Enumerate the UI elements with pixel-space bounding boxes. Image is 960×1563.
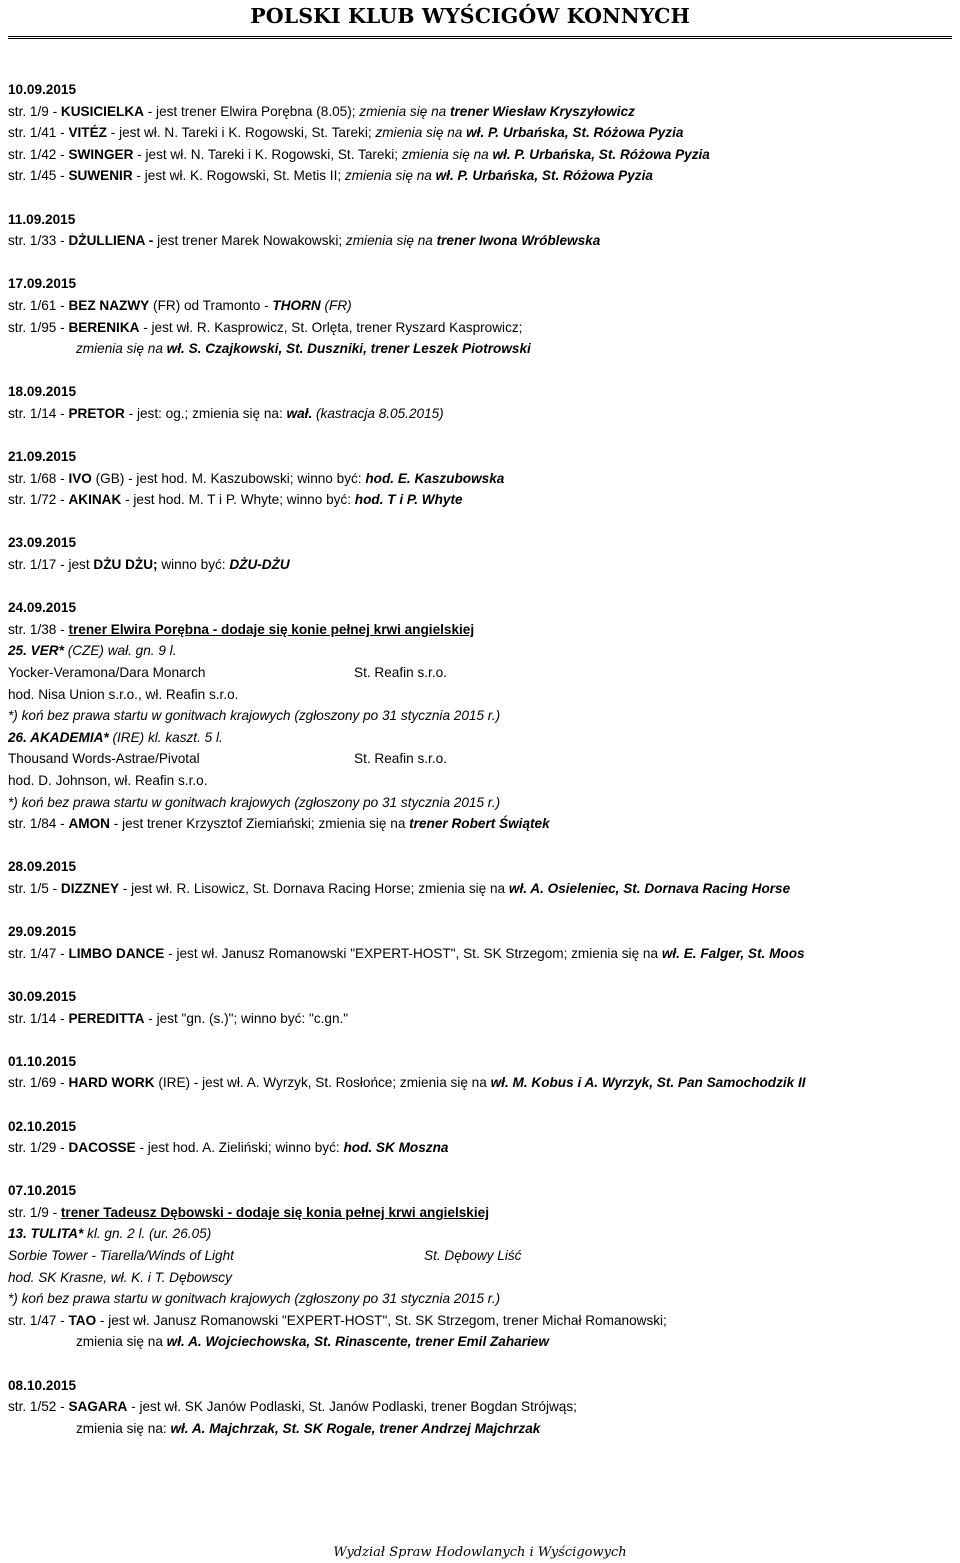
corrections-list	[8, 79, 956, 1461]
correction-line	[8, 1418, 956, 1440]
text-run: - jest wł. N. Tareki i K. Rogowski, St. Tareki;	[106, 125, 376, 141]
correction-line	[8, 403, 956, 425]
text-run: - jest wł. R. Kasprowicz, St. Orlęta, trener Ryszard Kasprowicz;	[139, 319, 523, 335]
correction-line	[8, 662, 956, 684]
text-run: THORN	[272, 297, 321, 313]
text-run: SUWENIR	[68, 168, 133, 184]
date-section	[8, 856, 956, 899]
text-run: hod. Nisa Union s.r.o., wł. Reafin s.r.o.	[8, 686, 239, 702]
correction-line	[8, 1223, 956, 1245]
text-run: (FR) od Tramonto -	[149, 297, 273, 313]
text-run: - jest wł. SK Janów Podlaski, St. Janów Podlaski, trener Bogdan Strójwąs;	[127, 1399, 577, 1415]
text-run: *) koń bez prawa startu w gonitwach krajowych (zgłoszony po 31 stycznia 2015 r.)	[8, 794, 501, 810]
text-run: DIZZNEY	[60, 880, 120, 896]
text-run: DŻULLIENA -	[68, 233, 158, 249]
correction-line	[8, 684, 956, 706]
text-run: trener Wiesław Kryszyłowicz	[449, 103, 635, 119]
date-section	[8, 986, 956, 1029]
text-run: 25. VER*	[8, 643, 64, 659]
text-run: wł. P. Urbańska, St. Różowa Pyzia	[492, 146, 710, 162]
text-run: wł. A. Osieleniec, St. Dornava Racing Horse	[508, 880, 791, 896]
section-date: 28.09.2015	[8, 859, 77, 875]
date-section	[8, 1051, 956, 1094]
text-run: BERENIKA	[68, 319, 140, 335]
text-run: KUSICIELKA	[60, 103, 144, 119]
correction-line	[8, 1072, 956, 1094]
text-run: zmienia się na	[359, 103, 450, 119]
text-run: str. 1/72 -	[8, 492, 69, 508]
text-run: SWINGER	[68, 146, 134, 162]
correction-line	[8, 619, 956, 641]
page-header	[0, 0, 960, 44]
correction-line	[8, 878, 956, 900]
correction-line	[8, 813, 956, 835]
correction-line	[8, 122, 956, 144]
header-rule	[8, 36, 952, 39]
text-run: 26. AKADEMIA*	[8, 729, 109, 745]
text-run: str. 1/38 -	[8, 621, 69, 637]
text-run: Thousand Words-Astrae/Pivotal	[8, 751, 200, 767]
text-run: (GB) - jest hod. M. Kaszubowski; winno być:	[91, 470, 366, 486]
text-run: wł. P. Urbańska, St. Różowa Pyzia	[466, 125, 684, 141]
correction-line	[8, 1267, 956, 1289]
correction-line	[8, 640, 956, 662]
text-run: trener Robert Świątek	[409, 816, 550, 832]
text-run: str. 1/47 -	[8, 1312, 69, 1328]
text-run: str. 1/9 -	[8, 103, 61, 119]
section-date: 24.09.2015	[8, 600, 77, 616]
section-date: 30.09.2015	[8, 988, 77, 1004]
text-run: str. 1/5 -	[8, 880, 61, 896]
text-run: TAO	[68, 1312, 97, 1328]
text-run: DACOSSE	[68, 1140, 136, 1156]
text-run: jest trener Marek Nowakowski;	[157, 233, 346, 249]
text-run: wł. S. Czajkowski, St. Duszniki, trener Leszek Piotrowski	[166, 341, 531, 357]
text-run: AKINAK	[68, 492, 122, 508]
text-run: zmienia się na	[344, 168, 436, 184]
text-run: str. 1/29 -	[8, 1140, 69, 1156]
text-run: str. 1/69 -	[8, 1075, 69, 1091]
correction-line	[8, 1331, 956, 1353]
text-run: wał.	[286, 405, 313, 421]
correction-line	[8, 1245, 956, 1267]
section-date: 17.09.2015	[8, 276, 77, 292]
text-run: - jest hod. A. Zieliński; winno być:	[135, 1140, 344, 1156]
correction-line	[8, 1008, 956, 1030]
correction-line	[8, 1137, 956, 1159]
text-run: AMON	[68, 816, 110, 832]
text-run: *) koń bez prawa startu w gonitwach krajowych (zgłoszony po 31 stycznia 2015 r.)	[8, 708, 501, 724]
text-run: zmienia się na	[345, 233, 437, 249]
text-run: str. 1/33 -	[8, 233, 69, 249]
text-run: zmienia się na	[375, 125, 467, 141]
text-run: PEREDITTA	[68, 1010, 145, 1026]
text-run: 13. TULITA*	[8, 1226, 84, 1242]
section-date: 07.10.2015	[8, 1183, 77, 1199]
correction-line	[8, 943, 956, 965]
correction-line	[8, 770, 956, 792]
correction-line	[8, 1202, 956, 1224]
correction-line	[8, 748, 956, 770]
correction-line	[8, 727, 956, 749]
text-run: zmienia się na	[76, 1334, 167, 1350]
text-run: - jest: og.; zmienia się na:	[124, 405, 287, 421]
section-date: 29.09.2015	[8, 924, 77, 940]
date-section	[8, 921, 956, 964]
text-run: str. 1/68 -	[8, 470, 69, 486]
correction-line	[8, 705, 956, 727]
text-run: str. 1/42 -	[8, 146, 69, 162]
text-run: - jest wł. N. Tareki i K. Rogowski, St. Tareki;	[133, 146, 402, 162]
correction-line	[8, 489, 956, 511]
text-run: kl. gn. 2 l. (ur. 26.05)	[83, 1226, 212, 1242]
text-run: str. 1/17 - jest	[8, 557, 94, 573]
text-run: - jest hod. M. T i P. Whyte; winno być:	[121, 492, 355, 508]
section-date: 18.09.2015	[8, 384, 77, 400]
text-run: PRETOR	[68, 405, 125, 421]
correction-line	[8, 1396, 956, 1418]
correction-line	[8, 101, 956, 123]
text-run: (IRE) - jest wł. A. Wyrzyk, St. Rosłońce; zmienia się na	[154, 1075, 491, 1091]
section-date: 08.10.2015	[8, 1377, 77, 1393]
text-run: - jest "gn. (s.)"; winno być: "c.gn."	[144, 1010, 349, 1026]
text-run: LIMBO DANCE	[68, 945, 165, 961]
text-run: - jest wł. R. Lisowicz, St. Dornava Racing Horse; zmienia się na	[119, 880, 509, 896]
text-run: hod. SK Moszna	[343, 1140, 449, 1156]
section-date: 23.09.2015	[8, 535, 77, 551]
date-section	[8, 1116, 956, 1159]
date-section	[8, 597, 956, 835]
date-section	[8, 532, 956, 575]
date-section	[8, 1180, 956, 1353]
section-date: 21.09.2015	[8, 449, 77, 465]
text-run: (FR)	[320, 297, 352, 313]
text-run: str. 1/95 -	[8, 319, 69, 335]
text-run: DŻU DŻU;	[93, 557, 158, 573]
correction-line	[8, 165, 956, 187]
text-run: hod. SK Krasne, wł. K. i T. Dębowscy	[8, 1269, 232, 1285]
text-run: zmienia się na	[76, 341, 167, 357]
correction-line	[8, 554, 956, 576]
header-title: POLSKI KLUB WYŚCIGÓW KONNYCH	[250, 4, 690, 28]
text-run: (IRE) kl. kaszt. 5 l.	[108, 729, 223, 745]
text-run: St. Reafin s.r.o.	[354, 751, 447, 767]
text-run: str. 1/45 -	[8, 168, 69, 184]
text-run: zmienia się na	[401, 146, 493, 162]
date-section	[8, 446, 956, 511]
text-run: winno być:	[157, 557, 230, 573]
text-run: zmienia się na:	[76, 1420, 171, 1436]
text-run: str. 1/61 -	[8, 297, 69, 313]
section-date: 02.10.2015	[8, 1118, 77, 1134]
section-date: 10.09.2015	[8, 82, 77, 97]
section-date: 11.09.2015	[8, 211, 76, 227]
text-run: - jest wł. Janusz Romanowski "EXPERT-HOST", St. SK Strzegom; zmienia się na	[164, 945, 662, 961]
correction-line	[8, 295, 956, 317]
text-run: str. 1/52 -	[8, 1399, 69, 1415]
text-run: IVO	[68, 470, 92, 486]
text-run: (kastracja 8.05.2015)	[312, 405, 444, 421]
text-run: VITÉZ	[68, 125, 107, 141]
text-run: - jest trener Elwira Porębna (8.05);	[143, 103, 360, 119]
date-section	[8, 209, 956, 252]
text-run: DŻU-DŻU	[229, 557, 290, 573]
date-section	[8, 1375, 956, 1440]
text-run: hod. E. Kaszubowska	[365, 470, 505, 486]
footer-text: Wydział Spraw Hodowlanych i Wyścigowych	[333, 1545, 627, 1560]
text-run: wł. A. Wojciechowska, St. Rinascente, trener Emil Zahariew	[166, 1334, 549, 1350]
date-section	[8, 273, 956, 359]
date-section	[8, 79, 956, 187]
correction-line	[8, 1288, 956, 1310]
text-run: wł. E. Falger, St. Moos	[661, 945, 805, 961]
text-run: Yocker-Veramona/Dara Monarch	[8, 665, 206, 681]
underlined-heading: trener Tadeusz Dębowski - dodaje się konia pełnej krwi angielskiej	[60, 1204, 489, 1220]
correction-line	[8, 792, 956, 814]
text-run: trener Iwona Wróblewska	[436, 233, 601, 249]
correction-line	[8, 468, 956, 490]
correction-line	[8, 144, 956, 166]
text-run: Sorbie Tower - Tiarella/Winds of Light	[8, 1248, 234, 1264]
text-run: (CZE) wał. gn. 9 l.	[63, 643, 177, 659]
text-run: str. 1/84 -	[8, 816, 69, 832]
text-run: St. Dębowy Liść	[424, 1248, 522, 1264]
text-run: hod. D. Johnson, wł. Reafin s.r.o.	[8, 773, 208, 788]
text-run: SAGARA	[68, 1399, 128, 1415]
text-run: str. 1/14 -	[8, 405, 69, 421]
text-run: hod. T i P. Whyte	[354, 492, 463, 508]
underlined-heading: trener Elwira Porębna - dodaje się konie pełnej krwi angielskiej	[68, 621, 475, 637]
text-run: wł. A. Majchrzak, St. SK Rogale, trener Andrzej Majchrzak	[170, 1420, 541, 1436]
text-run: str. 1/9 -	[8, 1204, 61, 1220]
section-date: 01.10.2015	[8, 1053, 77, 1069]
text-run: St. Reafin s.r.o.	[354, 665, 447, 681]
correction-line	[8, 230, 956, 252]
text-run: BEZ NAZWY	[68, 297, 150, 313]
text-run: str. 1/47 -	[8, 945, 69, 961]
text-run: wł. P. Urbańska, St. Różowa Pyzia	[435, 168, 653, 184]
correction-line	[8, 1310, 956, 1332]
text-run: - jest trener Krzysztof Ziemiański; zmienia się na	[110, 816, 410, 832]
text-run: str. 1/41 -	[8, 125, 69, 141]
text-run: *) koń bez prawa startu w gonitwach krajowych (zgłoszony po 31 stycznia 2015 r.)	[8, 1291, 501, 1307]
page-footer	[0, 1545, 960, 1560]
text-run: str. 1/14 -	[8, 1010, 69, 1026]
text-run: wł. M. Kobus i A. Wyrzyk, St. Pan Samochodzik II	[490, 1075, 806, 1091]
correction-line	[8, 338, 956, 360]
date-section	[8, 381, 956, 424]
text-run: HARD WORK	[68, 1075, 155, 1091]
correction-line	[8, 317, 956, 339]
text-run: - jest wł. Janusz Romanowski "EXPERT-HOST", St. SK Strzegom, trener Michał Romanowski;	[96, 1312, 667, 1328]
text-run: - jest wł. K. Rogowski, St. Metis II;	[132, 168, 345, 184]
